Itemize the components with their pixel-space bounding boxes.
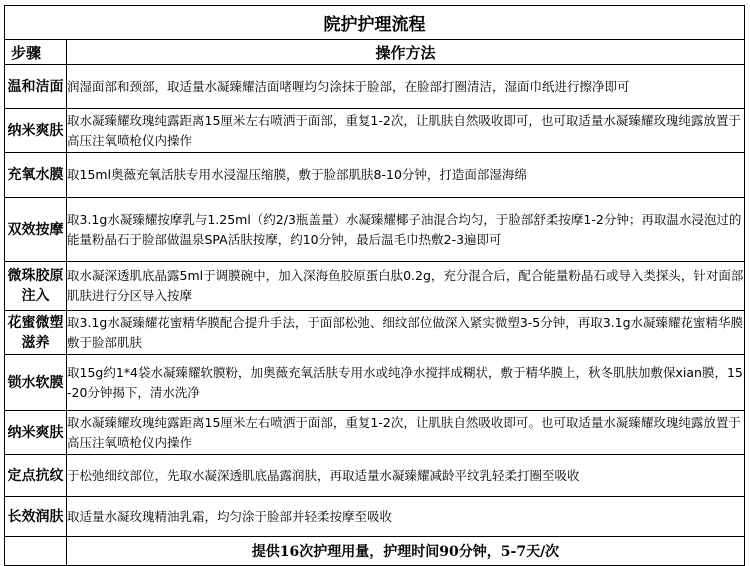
step-method: 取3.1g水凝臻耀花蜜精华膜配合提升手法，于面部松弛、细纹部位做深入紧实微塑3-5分钟，再取3.1g水凝臻耀花蜜精华膜敷于脸部肌肤 [67,311,745,355]
footer-note: 提供16次护理用量，护理时间90分钟，5-7天/次 [67,537,745,566]
care-procedure-table [4,5,745,566]
table-row [5,198,745,262]
step-name: 纳米爽肤 [5,411,67,455]
step-name: 长效润肤 [5,497,67,537]
table-row [5,65,745,109]
table-row [5,497,745,537]
step-name: 锁水软膜 [5,355,67,411]
table-row [5,109,745,153]
step-name: 充氧水膜 [5,153,67,198]
table-title: 院护护理流程 [5,6,745,40]
step-name: 纳米爽肤 [5,109,67,153]
step-method: 于松弛细纹部位，先取水凝深透肌底晶露润肤，再取适量水凝臻耀减龄平纹乳轻柔打圈至吸收 [67,455,745,497]
step-method: 取水凝臻耀玫瑰纯露距离15厘米左右喷洒于面部，重复1-2次，让肌肤自然吸收即可，也可取适量水凝臻耀玫瑰纯露放置于高压注氧喷枪仪内操作 [67,109,745,153]
step-name: 花蜜微塑滋养 [5,311,67,355]
step-method: 取3.1g水凝臻耀按摩乳与1.25ml（约2/3瓶盖量）水凝臻耀椰子油混合均匀，于脸部舒柔按摩1-2分钟；再取温水浸泡过的能量粉晶石于脸部做温泉SPA活肤按摩，约10分钟，最后温毛巾热敷2-3遍即可 [67,198,745,262]
step-method: 取15g约1*4袋水凝臻耀软膜粉，加奥薇充氧活肤专用水或纯净水搅拌成糊状，敷于精华膜上，秋冬肌肤加敷保xian膜，15-20分钟揭下，清水洗净 [67,355,745,411]
step-name: 双效按摩 [5,198,67,262]
step-name: 微珠胶原注入 [5,262,67,311]
header-step: 步骤 [5,40,67,65]
step-method: 取15ml奥薇充氧活肤专用水浸湿压缩膜，敷于脸部肌肤8-10分钟，打造面部湿海绵 [67,153,745,198]
header-method: 操作方法 [67,40,745,65]
header-row [5,40,745,65]
step-method: 润湿面部和颈部，取适量水凝臻耀洁面啫喱均匀涂抹于脸部，在脸部打圈清洁，湿面巾纸进行擦净即可 [67,65,745,109]
step-method: 取水凝深透肌底晶露5ml于调膜碗中，加入深海鱼胶原蛋白肽0.2g，充分混合后，配合能量粉晶石或导入类探头，针对面部肌肤进行分区导入按摩 [67,262,745,311]
table-row [5,411,745,455]
footer-row [5,537,745,566]
step-method: 取适量水凝玫瑰精油乳霜，均匀涂于脸部并轻柔按摩至吸收 [67,497,745,537]
step-method: 取水凝臻耀玫瑰纯露距离15厘米左右喷洒于面部，重复1-2次，让肌肤自然吸收即可。也可取适量水凝臻耀玫瑰纯露放置于高压注氧喷枪仪内操作 [67,411,745,455]
table-row [5,455,745,497]
table-row [5,311,745,355]
footer-blank-cell [5,537,67,566]
table-row [5,153,745,198]
table-row [5,262,745,311]
title-row [5,6,745,40]
step-name: 定点抗纹 [5,455,67,497]
step-name: 温和洁面 [5,65,67,109]
table-row [5,355,745,411]
